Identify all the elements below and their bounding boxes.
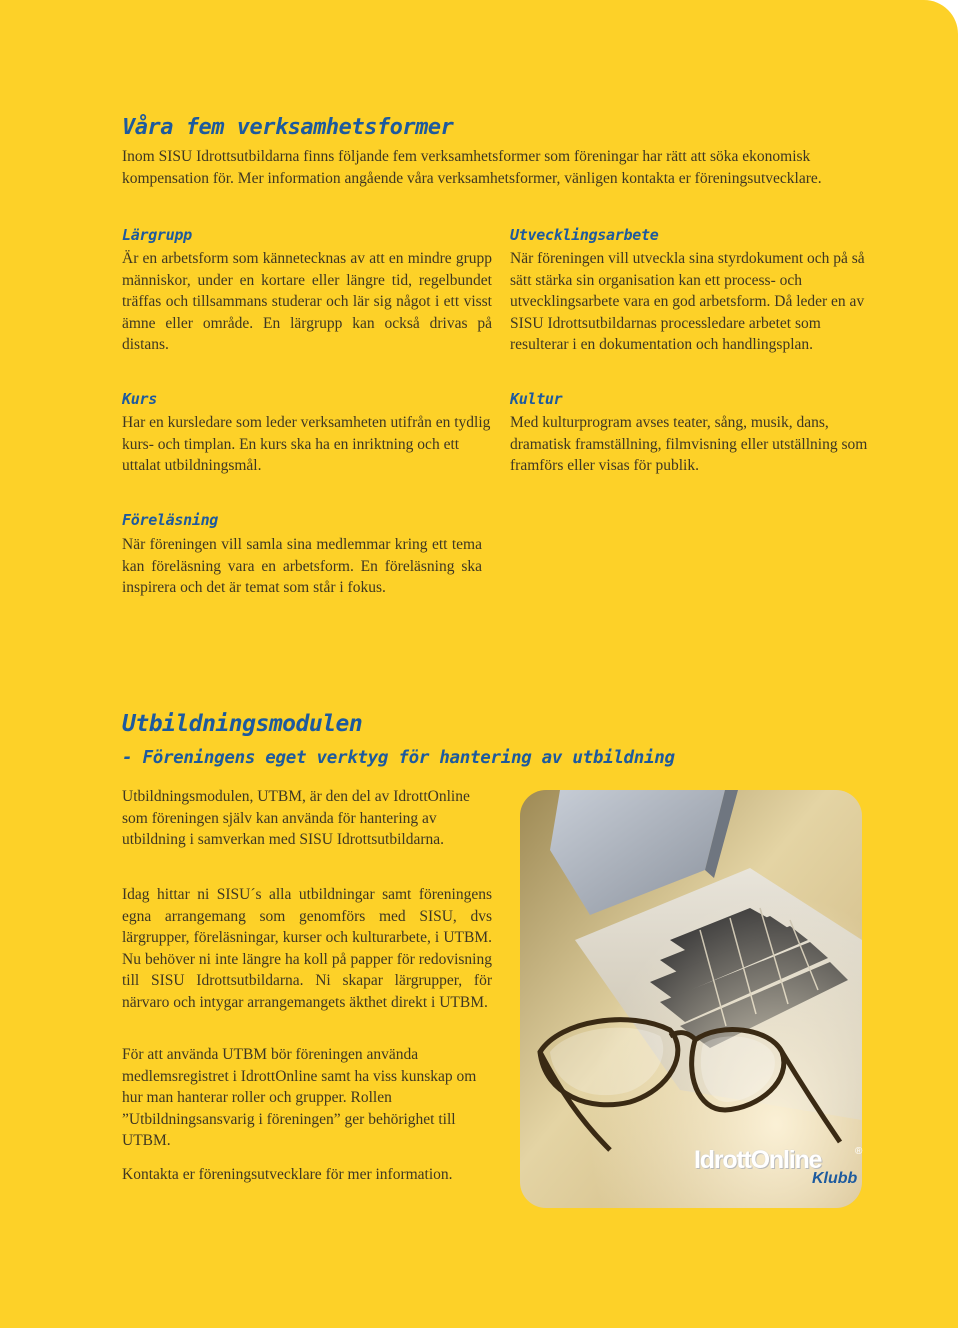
heading-forelasning: Föreläsning (122, 511, 219, 529)
text-kultur: Med kulturprogram avses teater, sång, musik, dans, dramatisk framställning, filmvisning eller utställning som framförs eller visas för publik. (510, 414, 868, 474)
heading-largrupp: Lärgrupp (122, 226, 192, 244)
heading-kurs: Kurs (122, 390, 157, 408)
heading-utvecklingsarbete: Utvecklingsarbete (510, 226, 659, 244)
logo-wordmark: IdrottOnline (694, 1146, 822, 1174)
section-title-verksamhetsformer: Våra fem verksamhetsformer (122, 115, 454, 140)
logo-subtitle: Klubb (812, 1170, 858, 1187)
utbm-paragraph-4: Kontakta er föreningsutvecklare för mer information. (122, 1166, 453, 1183)
utbm-paragraph-3: För att använda UTBM bör föreningen använda medlemsregistret i IdrottOnline samt ha viss kunskap om hur man hanterar roller och grupper. Rollen ”Utbildningsansvarig i föreningen” ger behörighet till UTBM. (122, 1046, 477, 1149)
registered-mark: ® (855, 1146, 863, 1157)
text-kurs: Har en kursledare som leder verksamheten utifrån en tydlig kurs- och timplan. En kurs ska ha en inriktning och ett uttalat utbildningsmål. (122, 414, 491, 474)
text-utvecklingsarbete: När föreningen vill utveckla sina styrdokument och på så sätt stärka sin organisation kan ett process- och utvecklingsarbete vara en god arbetsform. Då leder en av SISU Idrottsutbildarnas processledare arbetet som resulterar i en dokumentation och handlingsplan. (510, 250, 865, 353)
heading-kultur: Kultur (510, 390, 563, 408)
utbm-paragraph-2: Idag hittar ni SISU´s alla utbildningar samt föreningens egna arrangemang som genomförs med SISU, dvs lärgrupper, föreläsningar, kurser och kulturarbete, i UTBM. Nu behöver ni inte längre ha koll på papper för redovisning till SISU Idrottsutbildarna. Ni skapar lärgrupper, för närvaro och intygar arrangemangets äkthet direkt i UTBM. (122, 886, 492, 1011)
section-intro: Inom SISU Idrottsutbildarna finns följande fem verksamhetsformer som föreningar har rätt att söka ekonomisk kompensation för. Mer information angående våra verksamhetsformer, vänligen kontakta er föreningsutvecklare. (122, 148, 822, 187)
text-forelasning: När föreningen vill samla sina medlemmar kring ett tema kan föreläsning vara en arbetsform. En föreläsning ska inspirera och det är temat som står i fokus. (122, 536, 482, 596)
section-title-utbildningsmodulen: Utbildningsmodulen (122, 711, 363, 737)
idrottonline-klubb-logo (694, 1146, 864, 1194)
section-subtitle-utbildningsmodulen: - Föreningens eget verktyg för hantering av utbildning (122, 748, 675, 768)
text-largrupp: Är en arbetsform som kännetecknas av att en mindre grupp människor, under en kortare eller längre tid, regelbundet träffas och tillsammans studerar och lär sig något i ett visst ämne eller område. En lärgrupp kan också drivas på distans. (122, 250, 492, 353)
utbm-paragraph-1: Utbildningsmodulen, UTBM, är den del av IdrottOnline som föreningen själv kan använda för hantering av utbildning i samverkan med SISU Idrottsutbildarna. (122, 788, 470, 848)
